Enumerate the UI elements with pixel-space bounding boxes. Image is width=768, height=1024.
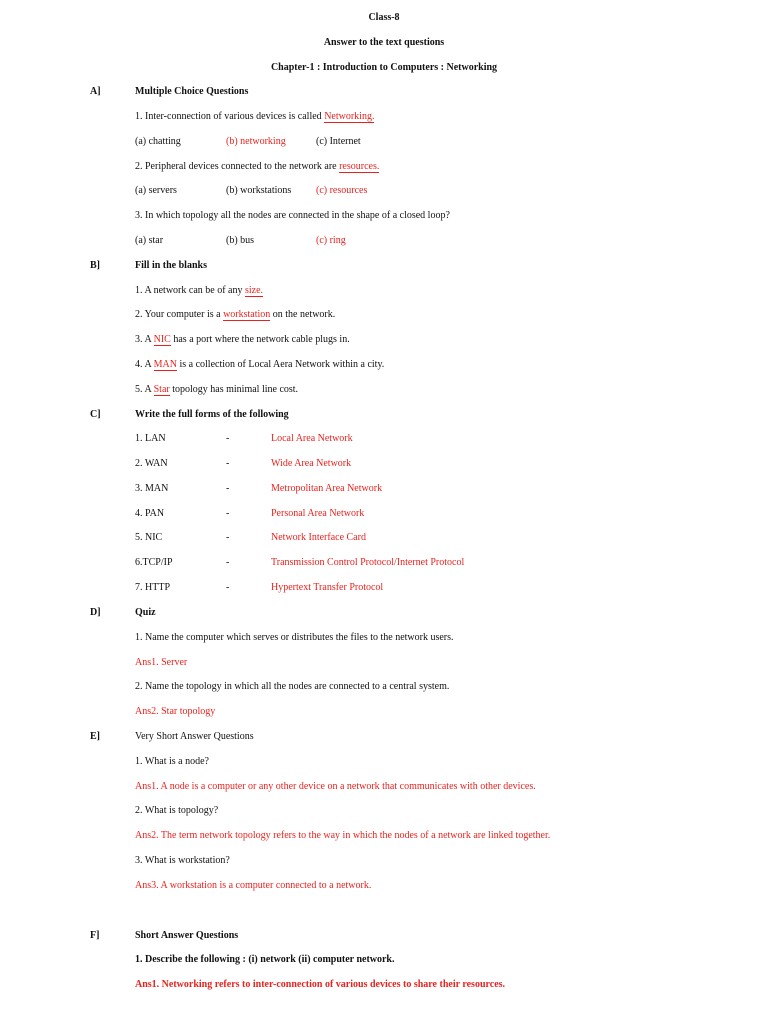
blank-suffix: topology has minimal line cost. [172,384,299,395]
mcq-question-2 [135,161,379,173]
blank-prefix: 5. A [135,384,152,395]
blank-suffix: is a collection of Local Aera Network within a city. [179,359,385,370]
dash: - [226,532,230,543]
section-a-title: Multiple Choice Questions [135,86,249,97]
fill-blank-1 [135,285,263,297]
class-title: Class-8 [368,12,400,23]
fill-blank-2 [135,309,335,321]
vsa-answer-2: Ans2. The term network topology refers to the way in which the nodes of a network are linked together. [135,830,551,841]
full-form: Transmission Control Protocol/Internet Protocol [271,557,465,568]
quiz-answer-1: Ans1. Server [135,657,188,668]
vsa-question-2: 2. What is topology? [135,805,219,816]
section-d-label: D] [90,607,101,618]
full-form: Wide Area Network [271,458,352,469]
fill-blank-4 [135,359,384,371]
dash: - [226,458,230,469]
vsa-answer-3: Ans3. A workstation is a computer connected to a network. [135,880,372,891]
full-form: Hypertext Transfer Protocol [271,582,384,593]
blank-prefix: 2. Your computer is a [135,309,221,320]
blank-answer: MAN [153,359,177,370]
page-subtitle: Answer to the text questions [323,37,445,48]
answer-text: resources. [339,161,380,172]
section-c-label: C] [90,409,101,420]
option-a: (a) star [135,235,164,246]
question-text: 1. Inter-connection of various devices is called [135,111,322,122]
full-form: Metropolitan Area Network [271,483,383,494]
section-f-title: Short Answer Questions [135,930,239,941]
dash: - [226,483,230,494]
vsa-answer-1: Ans1. A node is a computer or any other device on a network that communicates with other devices. [135,781,536,792]
abbr-item: 7. HTTP [135,582,170,593]
dash: - [226,582,230,593]
abbr-item: 6.TCP/IP [135,557,173,568]
vsa-question-1: 1. What is a node? [135,756,209,767]
dash: - [226,508,230,519]
abbr-item: 3. MAN [135,483,169,494]
full-form: Personal Area Network [271,508,365,519]
blank-answer: workstation [223,309,271,320]
sa-question-1: 1. Describe the following : (i) network (ii) computer network. [135,954,395,965]
section-b-title: Fill in the blanks [135,260,207,271]
chapter-title: Chapter-1 : Introduction to Computers : Networking [270,62,498,73]
full-form: Network Interface Card [271,532,366,543]
blank-prefix: 1. A network can be of any [135,285,243,296]
blank-suffix: has a port where the network cable plugs in. [173,334,350,345]
section-f-label: F] [90,930,100,941]
abbr-item: 1. LAN [135,433,166,444]
dash: - [226,557,230,568]
quiz-question-1: 1. Name the computer which serves or distributes the files to the network users. [135,632,454,643]
abbr-item: 4. PAN [135,508,165,519]
question-text: 2. Peripheral devices connected to the network are [135,161,337,172]
section-c-title: Write the full forms of the following [135,409,289,420]
quiz-answer-2: Ans2. Star topology [135,706,216,717]
section-e-title: Very Short Answer Questions [135,731,254,742]
blank-prefix: 3. A [135,334,152,345]
mcq-question-1 [135,111,374,123]
fill-blank-5 [135,384,298,396]
option-b: (b) workstations [226,185,292,196]
option-c-correct: (c) ring [316,235,346,246]
vsa-question-3: 3. What is workstation? [135,855,230,866]
option-a: (a) chatting [135,136,181,147]
abbr-item: 2. WAN [135,458,168,469]
blank-suffix: on the network. [272,309,336,320]
blank-prefix: 4. A [135,359,152,370]
blank-answer: size. [244,285,264,296]
sa-answer-1: Ans1. Networking refers to inter-connection of various devices to share their resources. [135,979,506,990]
section-a-label: A] [90,86,101,97]
option-c: (c) Internet [316,136,361,147]
abbr-item: 5. NIC [135,532,163,543]
option-b: (b) bus [226,235,255,246]
answer-text: Networking. [324,111,375,122]
fill-blank-3 [135,334,350,346]
dash: - [226,433,230,444]
section-b-label: B] [90,260,100,271]
section-d-title: Quiz [135,607,156,618]
section-e-label: E] [90,731,100,742]
full-form: Local Area Network [271,433,353,444]
blank-answer: Star [153,384,170,395]
option-a: (a) servers [135,185,177,196]
quiz-question-2: 2. Name the topology in which all the nodes are connected to a central system. [135,681,450,692]
option-b-correct: (b) networking [226,136,286,147]
option-c-correct: (c) resources [316,185,368,196]
mcq-question-3: 3. In which topology all the nodes are connected in the shape of a closed loop? [135,210,450,221]
blank-answer: NIC [153,334,171,345]
